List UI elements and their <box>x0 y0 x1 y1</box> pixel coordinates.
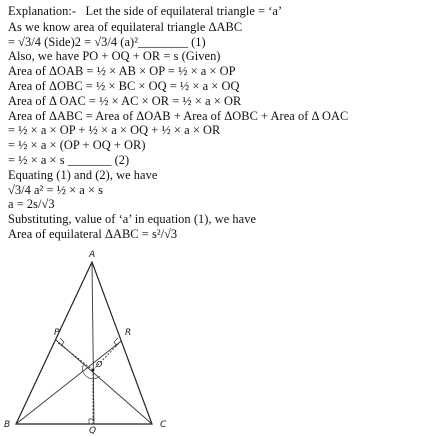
text-line: = ½ × a × OP + ½ × a × OQ + ½ × a × OR <box>8 123 221 138</box>
text-line: a = 2s/√3 <box>8 197 55 212</box>
text-line: √3/4 a² = ½ × a × s <box>8 182 104 197</box>
triangle-figure <box>0 248 180 436</box>
vertex-label-b: B <box>4 420 11 430</box>
text-line: = ½ × a × s _______ (2) <box>8 152 130 167</box>
text-line: Substituting, value of ‘a’ in equation (1), we have <box>8 212 257 227</box>
point-o <box>92 369 95 372</box>
vertex-label-a: A <box>89 250 96 260</box>
point-label-p: P <box>54 328 60 338</box>
text-line: Area of equilateral ΔABC = s²/√3 <box>8 226 178 241</box>
text-line: Area of ΔOBC = ½ × BC × OQ = ½ × a × OQ <box>8 78 240 93</box>
point-label-q: Q <box>89 426 97 436</box>
text-line: As we know area of equilateral triangle ΔABC <box>8 19 243 34</box>
vertex-label-c: C <box>160 420 167 430</box>
text-line: Also, we have PO + OQ + OR = s (Given) <box>8 49 221 64</box>
triangle-diagram <box>0 248 180 436</box>
text-line: = ½ × a × (OP + OQ + OR) <box>8 138 146 153</box>
perpendicular-op <box>57 342 93 370</box>
point-label-r: R <box>125 328 132 338</box>
text-line: Explanation:- Let the side of equilateral triangle = ‘a’ <box>8 4 283 18</box>
point-label-o: O <box>96 360 103 369</box>
line-b-to-ac <box>16 342 120 424</box>
text-line: Equating (1) and (2), we have <box>8 167 158 182</box>
text-line: Area of ΔOAB = ½ × AB × OP = ½ × a × OP <box>8 64 236 79</box>
right-angle-mark <box>60 338 64 346</box>
text-line: Area of Δ OAC = ½ × AC × OR = ½ × a × OR <box>8 93 242 108</box>
explanation-text <box>8 4 440 242</box>
text-line: Area of ΔABC = Area of ΔOAB + Area of ΔOBC + Area of Δ OAC <box>8 108 349 123</box>
triangle-abc <box>16 262 152 424</box>
text-line: = √3/4 (Side)2 = √3/4 (a)²________ (1) <box>8 34 206 49</box>
